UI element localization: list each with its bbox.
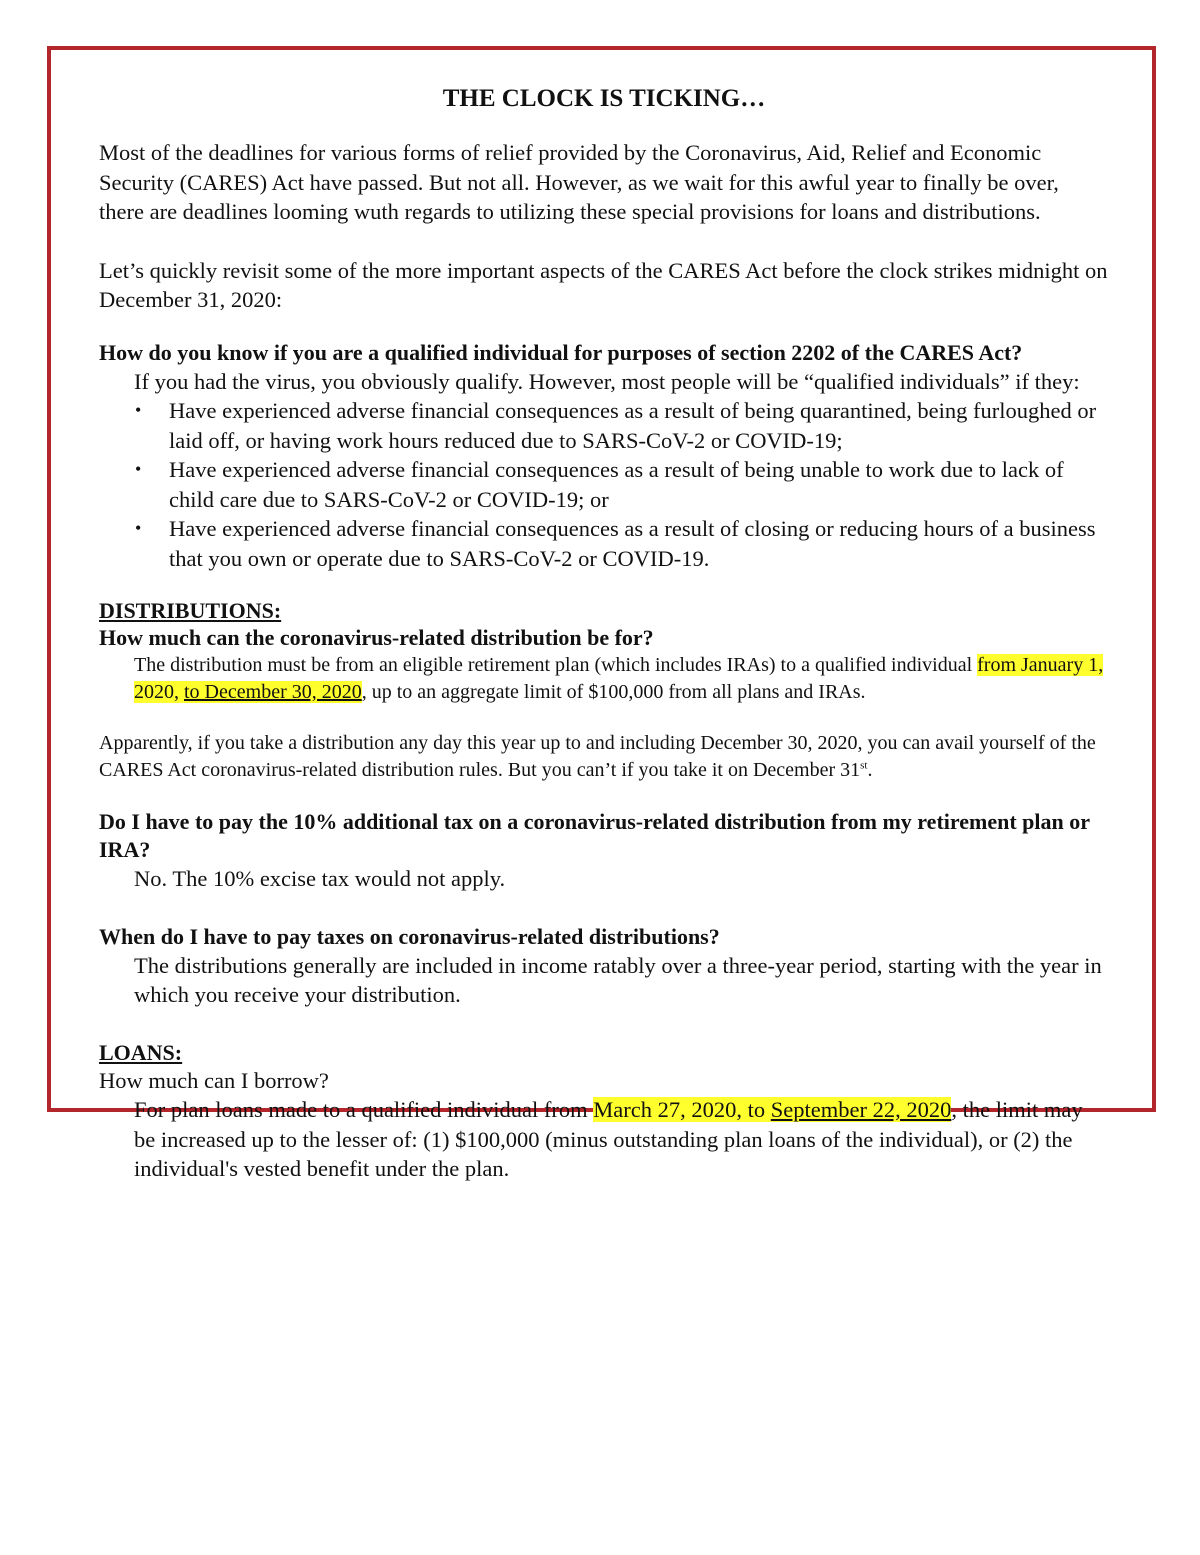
list-item: • Have experienced adverse financial consequences as a result of closing or reducing hours of a business that you own or operate due to SARS-CoV-2 or COVID-19.: [169, 514, 1109, 573]
highlighted-start-date: from January 1, 2020,: [134, 654, 1104, 703]
additional-tax-answer: No. The 10% excise tax would not apply.: [134, 866, 506, 891]
intro-paragraph-1: Most of the deadlines for various forms of relief provided by the Coronavirus, Aid, Relief and Economic Security (CARES) Act have passed. But not all. However, as we wait for this awful year to finally be over, there are deadlines looming wuth regards to utilizing these special provisions for loans and distributions.: [99, 140, 1059, 224]
list-item: • Have experienced adverse financial consequences as a result of being quarantined, being furloughed or laid off, or having work hours reduced due to SARS-CoV-2 or COVID-19;: [169, 396, 1109, 455]
distribution-amount-answer: [99, 652, 1109, 706]
loans-question: How much can I borrow?: [99, 1067, 329, 1093]
highlighted-end-date: to December 30, 2020: [184, 681, 362, 703]
loans-answer: [99, 1095, 1109, 1184]
taxes-timing-answer: The distributions generally are included in income ratably over a three-year period, starting with the year in which you receive your distribution.: [134, 952, 1102, 1007]
qualified-question: How do you know if you are a qualified individual for purposes of section 2202 of the CARES Act?: [99, 339, 1023, 365]
qualified-bullet-list: [99, 396, 1109, 573]
document-title: THE CLOCK IS TICKING…: [442, 85, 766, 112]
highlighted-date-range: [593, 1097, 951, 1122]
ordinal-suffix: st: [860, 759, 868, 772]
answer-text: For plan loans made to a qualified individual from: [134, 1097, 594, 1122]
distribution-note: [99, 730, 1109, 784]
additional-tax-question: Do I have to pay the 10% additional tax on a coronavirus-related distribution from my retirement plan or IRA?: [99, 809, 1090, 862]
note-end: .: [867, 759, 873, 781]
list-item: • Have experienced adverse financial consequences as a result of being unable to work due to lack of child care due to SARS-CoV-2 or COVID-19; or: [169, 455, 1109, 514]
loans-heading: LOANS:: [99, 1039, 183, 1065]
document-content: [99, 82, 1109, 1184]
qualified-answer: If you had the virus, you obviously qualify. However, most people will be “qualified individuals” if they:: [134, 368, 1080, 394]
highlighted-start-date: March 27, 2020, to: [593, 1097, 771, 1122]
intro-paragraph-2: Let’s quickly revisit some of the more important aspects of the CARES Act before the clock strikes midnight on December 31, 2020:: [99, 257, 1108, 312]
answer-text: The distribution must be from an eligible retirement plan (which includes IRAs) to a qualified individual: [134, 654, 978, 676]
answer-text-end: , the limit may be increased up to the lesser of: (1) $100,000 (minus outstanding plan loans of the individual), or (2) the individual's vested benefit under the plan.: [134, 1097, 1083, 1181]
distribution-amount-question: How much can the coronavirus-related distribution be for?: [99, 625, 654, 650]
highlighted-end-date: September 22, 2020: [770, 1097, 952, 1122]
taxes-timing-question: When do I have to pay taxes on coronavirus-related distributions?: [99, 923, 720, 949]
note-text: Apparently, if you take a distribution any day this year up to and including December 30, 2020, you can avail yourself of the CARES Act coronavirus-related distribution rules. But you can’t if you take it on December 31: [99, 732, 1096, 781]
distributions-heading: DISTRIBUTIONS:: [99, 598, 282, 623]
answer-text-end: , up to an aggregate limit of $100,000 from all plans and IRAs.: [361, 681, 866, 703]
